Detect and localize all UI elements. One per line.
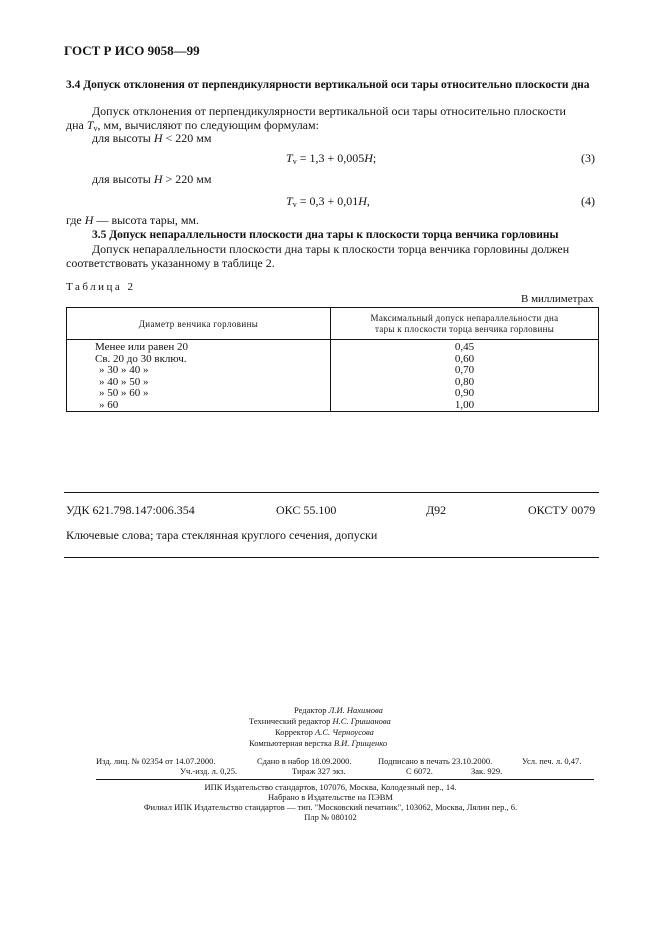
table-cell-diameter: » 30 » 40 »: [99, 364, 149, 376]
oks-code: ОКС 55.100: [276, 503, 337, 517]
d-code: Д92: [426, 503, 447, 517]
imprint-c-number: С 6072.: [406, 766, 433, 776]
imprint-typeset: Набрано в Издательстве на ПЭВМ: [268, 792, 393, 802]
imprint-signed: Подписано в печать 23.10.2000.: [378, 756, 493, 766]
section-3-4-title: 3.4 Допуск отклонения от перпендикулярности вертикальной оси тары относительно плоскости дна: [66, 79, 590, 91]
imprint-branch: Филиал ИПК Издательство стандартов — тип. "Московский печатник", 103062, Москва, Лялин пер., 6.: [143, 802, 518, 812]
where-clause: где H — высота тары, мм.: [66, 213, 200, 227]
imprint-order: Зак. 929.: [471, 766, 503, 776]
table-cell-tolerance: 0,80: [454, 375, 475, 388]
table-column-diameter-values: [67, 340, 331, 412]
divider-top: [64, 492, 599, 493]
keywords: Ключевые слова; тара стеклянная круглого сечения, допуски: [66, 528, 378, 542]
table-cell-tolerance: 0,45: [454, 341, 475, 353]
condition-height-above-220: для высоты H > 220 мм: [92, 172, 212, 186]
imprint-publisher: ИПК Издательство стандартов, 107076, Москва, Колодезный пер., 14.: [204, 782, 457, 792]
imprint-editor: Редактор Л.И. Нахимова: [294, 705, 383, 715]
imprint-divider: [96, 779, 594, 780]
table-units: В миллиметрах: [521, 293, 594, 305]
table-header-diameter: Диаметр венчика горловины: [67, 308, 331, 340]
imprint-circulation: Тираж 327 экз.: [292, 766, 346, 776]
table-cell-tolerance: 1,00: [454, 398, 475, 411]
table-cell-tolerance: 0,70: [454, 364, 475, 376]
table-cell-diameter: » 60: [99, 398, 119, 411]
formula-3-number: (3): [581, 151, 595, 165]
document-header: ГОСТ Р ИСО 9058—99: [64, 43, 200, 58]
formula-4: $T_v = 0,3 + 0,01H$,: [286, 194, 370, 209]
section-3-5-paragraph-line1: Допуск непараллельности плоскости дна тары к плоскости торца венчика горловины должен: [92, 242, 570, 256]
table-column-tolerance-values: [331, 340, 599, 412]
section-3-5-paragraph-line2: соответствовать указанному в таблице 2.: [66, 256, 275, 270]
table-2: [66, 307, 599, 412]
table-cell-diameter: Менее или равен 20: [95, 341, 188, 353]
divider-bottom: [64, 557, 599, 558]
formula-3: $T_v = 1,3 + 0,005H$;: [286, 151, 377, 166]
table-cell-tolerance: 0,60: [454, 352, 475, 365]
imprint-corrector: Корректор А.С. Черноусова: [275, 727, 374, 737]
condition-height-below-220: для высоты H < 220 мм: [92, 131, 212, 145]
table-cell-tolerance: 0,90: [454, 387, 475, 399]
table-cell-diameter: » 50 » 60 »: [99, 387, 149, 399]
imprint-pub-sheets: Уч.-изд. л. 0,25.: [180, 766, 238, 776]
table-header-tolerance: Максимальный допуск непараллельности дна тары к плоскости торца венчика горловины: [331, 308, 599, 340]
imprint-tech-editor: Технический редактор Н.С. Гришанова: [249, 716, 391, 726]
udk-code: УДК 621.798.147:006.354: [66, 503, 195, 517]
formula-4-number: (4): [581, 194, 595, 208]
table-caption: Таблица 2: [66, 281, 136, 293]
imprint-layout: Компьютерная верстка В.И. Грищенко: [249, 738, 388, 748]
imprint-plr: Плр № 080102: [304, 812, 357, 822]
table-cell-diameter: Св. 20 до 30 включ.: [95, 352, 187, 365]
section-3-4-paragraph-line2: дна $T_v$, мм, вычисляют по следующим формулам:: [66, 118, 319, 133]
section-3-4-paragraph-line1: Допуск отклонения от перпендикулярности вертикальной оси тары относительно плоскости: [92, 104, 566, 118]
section-3-5-title: 3.5 Допуск непараллельности плоскости дна тары к плоскости торца венчика горловины: [92, 229, 559, 241]
table-cell-diameter: » 40 » 50 »: [99, 375, 149, 388]
imprint-license: Изд. лиц. № 02354 от 14.07.2000.: [96, 756, 216, 766]
okstu-code: ОКСТУ 0079: [528, 503, 596, 517]
imprint-submitted: Сдано в набор 18.09.2000.: [257, 756, 352, 766]
imprint-print-sheets: Усл. печ. л. 0,47.: [522, 756, 582, 766]
